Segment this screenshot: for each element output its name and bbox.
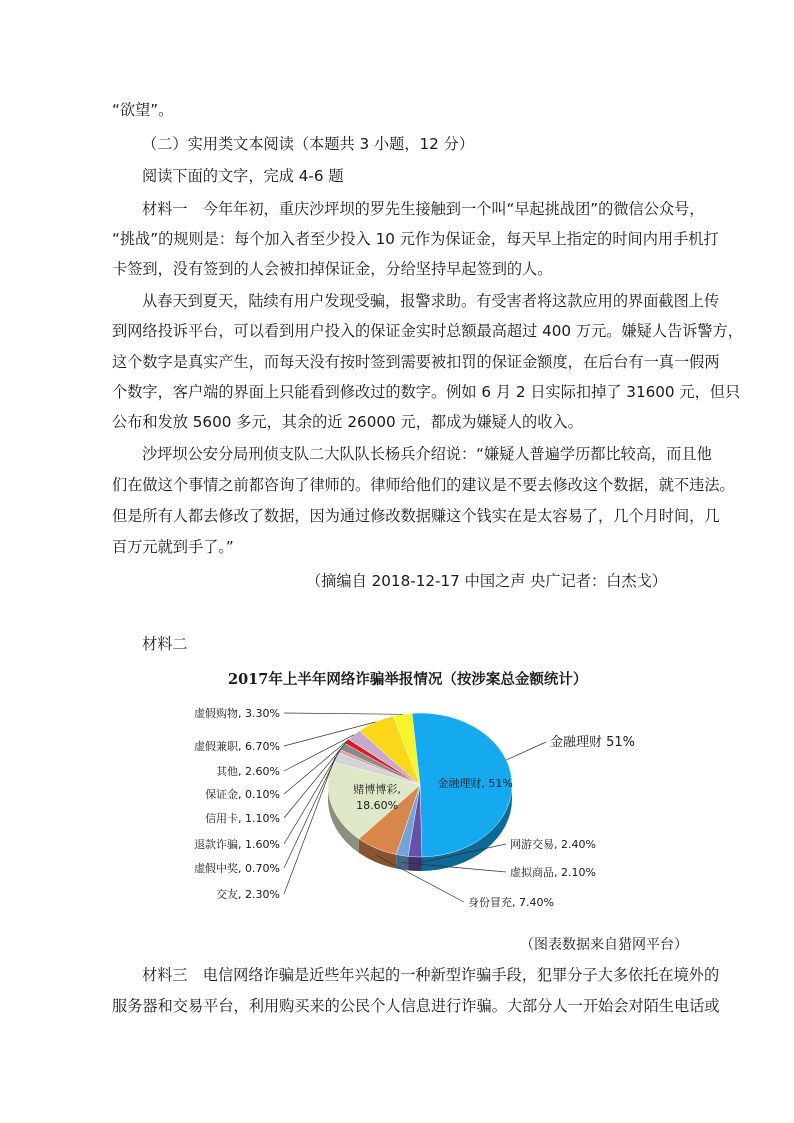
pie-chart (150, 690, 690, 920)
slice-label-2: 虚拟商品, 2.10% (510, 866, 596, 879)
slice-label-3: 身份冒充, 7.40% (468, 896, 554, 909)
source-citation: （摘编自 2018-12-17 中国之声 央广记者：白杰戈） (306, 572, 667, 590)
material-1-line-6: 这个数字是真实产生，而每天没有按时签到需要被扣罚的保证金额度，在后台有一真一假两 (112, 353, 720, 371)
material-1-line-1: 材料一 今年年初，重庆沙坪坝的罗先生接触到一个叫“早起挑战团”的微信公众号， (142, 200, 705, 218)
material-1-line-10: 们在做这个事情之前都咨询了律师的。律师给他们的建议是不要去修改这个数据，就不违法。 (112, 476, 735, 494)
material-1-line-2: “挑战”的规则是：每个加入者至少投入 10 元作为保证金，每天早上指定的时间内用手机打 (112, 230, 719, 248)
material-3-line-1: 材料三 电信网络诈骗是近些年兴起的一种新型诈骗手段，犯罪分子大多依托在境外的 (142, 966, 720, 984)
slice-label-5: 交友, 2.30% (216, 888, 280, 901)
material-1-line-8: 公布和发放 5600 多元，其余的近 26000 元，都成为嫌疑人的收入。 (112, 413, 583, 431)
material-1-line-11: 但是所有人都去修改了数据，因为通过修改数据赚这个钱实在是太容易了，几个月时间，几 (112, 507, 720, 525)
slice-label-7: 退款诈骗, 1.60% (194, 838, 280, 851)
slice-label-6: 虚假中奖, 0.70% (194, 862, 280, 875)
material-1-line-3: 卡签到，没有签到的人会被扣掉保证金，分给坚持早起签到的人。 (112, 260, 553, 278)
leader-line-0 (506, 742, 546, 760)
material-2-label: 材料二 (142, 635, 188, 653)
slice-label-10: 其他, 2.60% (216, 765, 280, 778)
instruction-line: 阅读下面的文字，完成 4-6 题 (142, 167, 344, 185)
slice-label-11: 虚假兼职, 6.70% (194, 740, 280, 753)
slice-label-1: 网游交易, 2.40% (510, 838, 596, 851)
text-line-1: “欲望”。 (112, 101, 174, 119)
material-3-line-2: 服务器和交易平台，利用购买来的公民个人信息进行诈骗。大部分人一开始会对陌生电话或 (112, 997, 720, 1015)
slice-inner-label-0: 金融理财, 51% (437, 776, 513, 790)
leader-line-5 (284, 757, 335, 894)
material-1-line-5: 到网络投诉平台，可以看到用户投入的保证金实时总额最高超过 400 万元。嫌疑人告诉警方， (112, 322, 743, 340)
material-1-line-7: 个数字，客户端的界面上只能看到修改过的数字。例如 6 月 2 日实际扣掉了 31600 元，但只 (112, 383, 741, 401)
slice-inner-value-4: 18.60% (356, 799, 399, 813)
slice-label-8: 信用卡, 1.10% (205, 812, 280, 825)
slice-inner-label-4: 赌博博彩, (353, 783, 401, 797)
slice-label-0: 金融理财 51% (550, 735, 636, 750)
material-1-line-12: 百万元就到手了。” (112, 538, 234, 556)
slice-label-9: 保证金, 0.10% (205, 788, 280, 801)
chart-source: （图表数据来自猎网平台） (520, 937, 688, 953)
material-1-line-9: 沙坪坝公安分局刑侦支队二大队队长杨兵介绍说：“嫌疑人普遍学历都比较高，而且他 (142, 445, 712, 463)
slice-label-12: 虚假购物, 3.30% (194, 707, 280, 720)
section-heading: （二）实用类文本阅读（本题共 3 小题，12 分） (142, 135, 475, 153)
material-1-line-4: 从春天到夏天，陆续有用户发现受骗，报警求助。有受害者将这款应用的界面截图上传 (142, 292, 720, 310)
leader-line-12 (284, 713, 403, 714)
chart-title: 2017年上半年网络诈骗举报情况（按涉案总金额统计） (228, 671, 588, 688)
